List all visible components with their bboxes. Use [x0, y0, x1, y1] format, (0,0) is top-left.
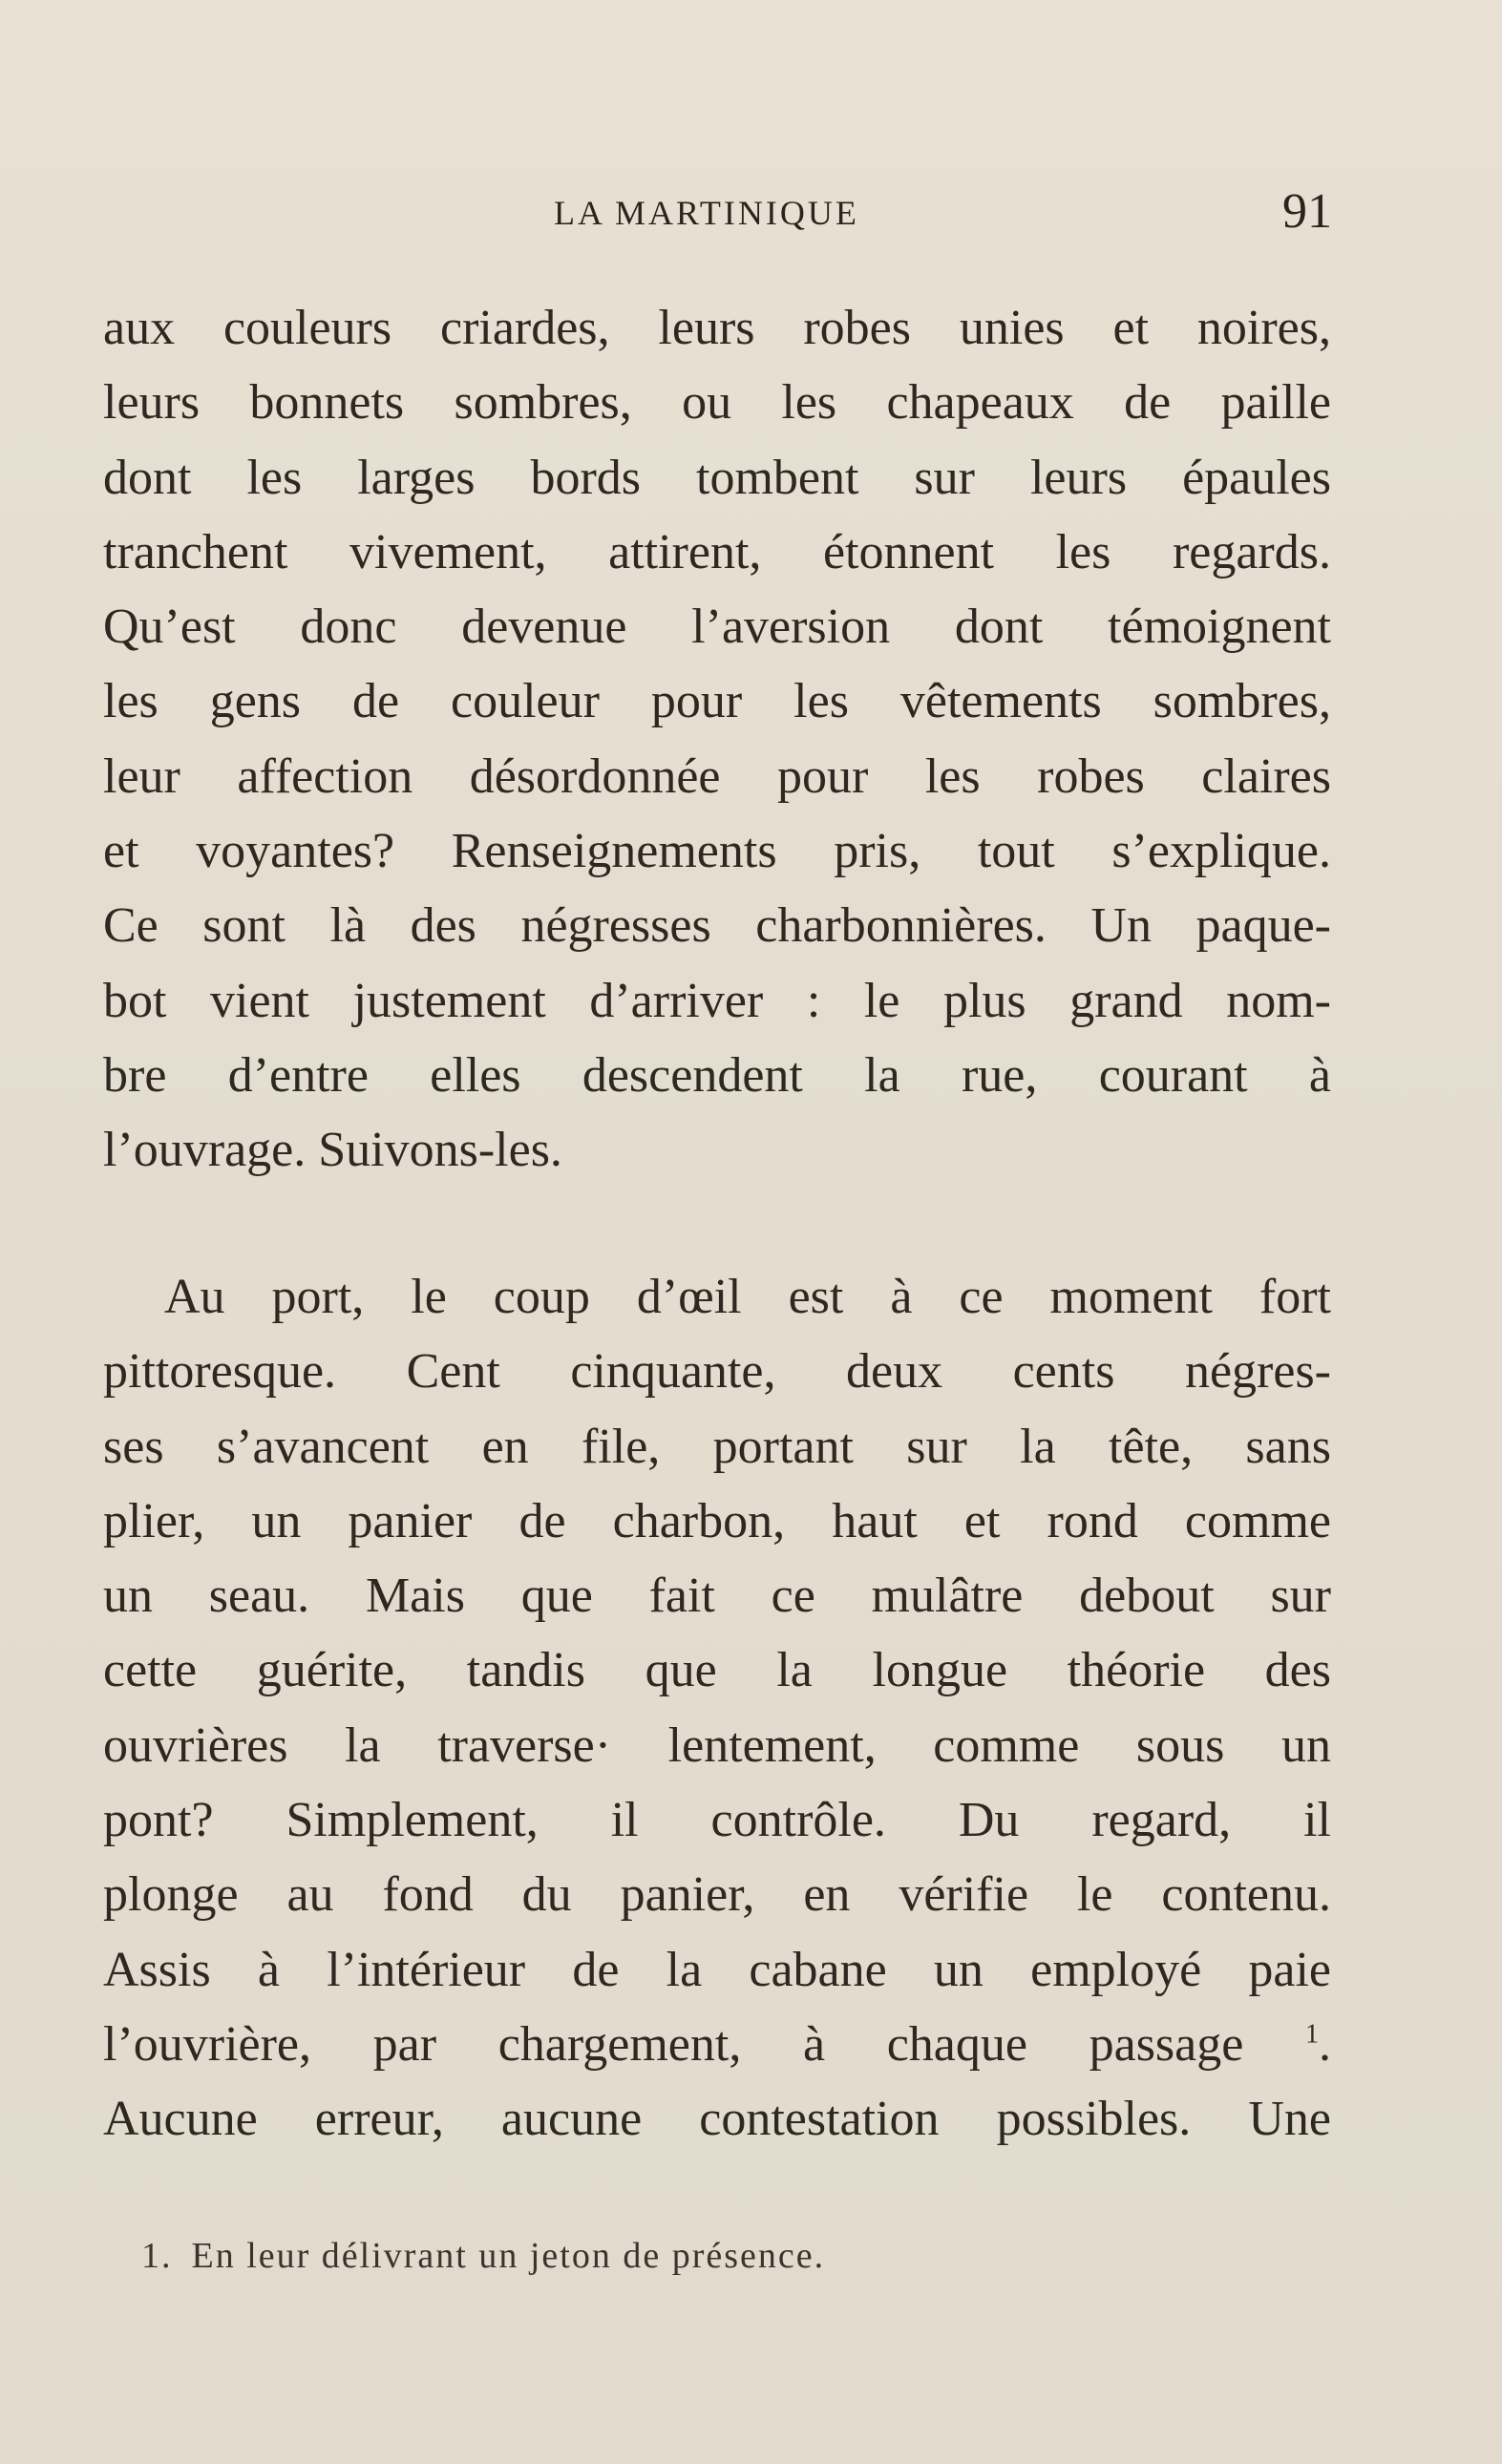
paragraph-1	[103, 291, 1331, 1189]
footnote	[141, 2232, 825, 2280]
text-line: ouvrières la traverse· lentement, comme sous un	[103, 1717, 1331, 1773]
text-line: cette guérite, tandis que la longue théorie des	[103, 1643, 1331, 1698]
text-line: Assis à l’intérieur de la cabane un employé paie	[103, 1942, 1331, 1997]
page-number: 91	[1282, 184, 1332, 239]
text-line: leur affection désordonnée pour les robes claires	[103, 748, 1331, 804]
text-line: pittoresque. Cent cinquante, deux cents négres-	[103, 1344, 1331, 1400]
footnote-number: 1.	[141, 2236, 173, 2276]
text-line: tranchent vivement, attirent, étonnent les regards.	[103, 524, 1331, 579]
text-line: plonge au fond du panier, en vérifie le contenu.	[103, 1867, 1331, 1923]
text-line: l’ouvrage. Suivons-les.	[103, 1123, 562, 1178]
running-head	[0, 184, 1502, 246]
text-line-content: l’ouvrière, par chargement, à chaque passage	[103, 2016, 1244, 2072]
line-end-punctuation: .	[1319, 2016, 1331, 2072]
paragraph-2	[103, 1260, 1331, 2158]
footnote-text: En leur délivrant un jeton de présence.	[191, 2236, 826, 2276]
text-line: pont? Simplement, il contrôle. Du regard, il	[103, 1793, 1331, 1848]
footnote-marker[interactable]: 1	[1305, 2019, 1320, 2050]
text-line: un seau. Mais que fait ce mulâtre debout sur	[103, 1569, 1331, 1624]
text-line: Qu’est donc devenue l’aversion dont témoignent	[103, 600, 1331, 655]
text-line: bre d’entre elles descendent la rue, courant à	[103, 1047, 1331, 1103]
text-line: les gens de couleur pour les vêtements sombres,	[103, 674, 1331, 729]
text-line: et voyantes? Renseignements pris, tout s’explique.	[103, 824, 1331, 879]
text-line: aux couleurs criardes, leurs robes unies et noires,	[103, 301, 1331, 355]
text-line: Aucune erreur, aucune contestation possibles. Une	[103, 2092, 1331, 2147]
text-line: Ce sont là des négresses charbonnières. Un paque-	[103, 898, 1331, 954]
text-line: dont les larges bords tombent sur leurs épaules	[103, 450, 1331, 505]
text-line: ses s’avancent en file, portant sur la tête, sans	[103, 1419, 1331, 1474]
text-line: bot vient justement d’arriver : le plus grand nom-	[103, 973, 1331, 1028]
running-title: LA MARTINIQUE	[554, 194, 859, 232]
text-line: Au port, le coup d’œil est à ce moment fort	[164, 1270, 1331, 1324]
text-line: plier, un panier de charbon, haut et rond comme	[103, 1493, 1331, 1548]
text-line-with-footnote	[103, 2008, 1331, 2082]
text-line: leurs bonnets sombres, ou les chapeaux de paille	[103, 375, 1331, 431]
